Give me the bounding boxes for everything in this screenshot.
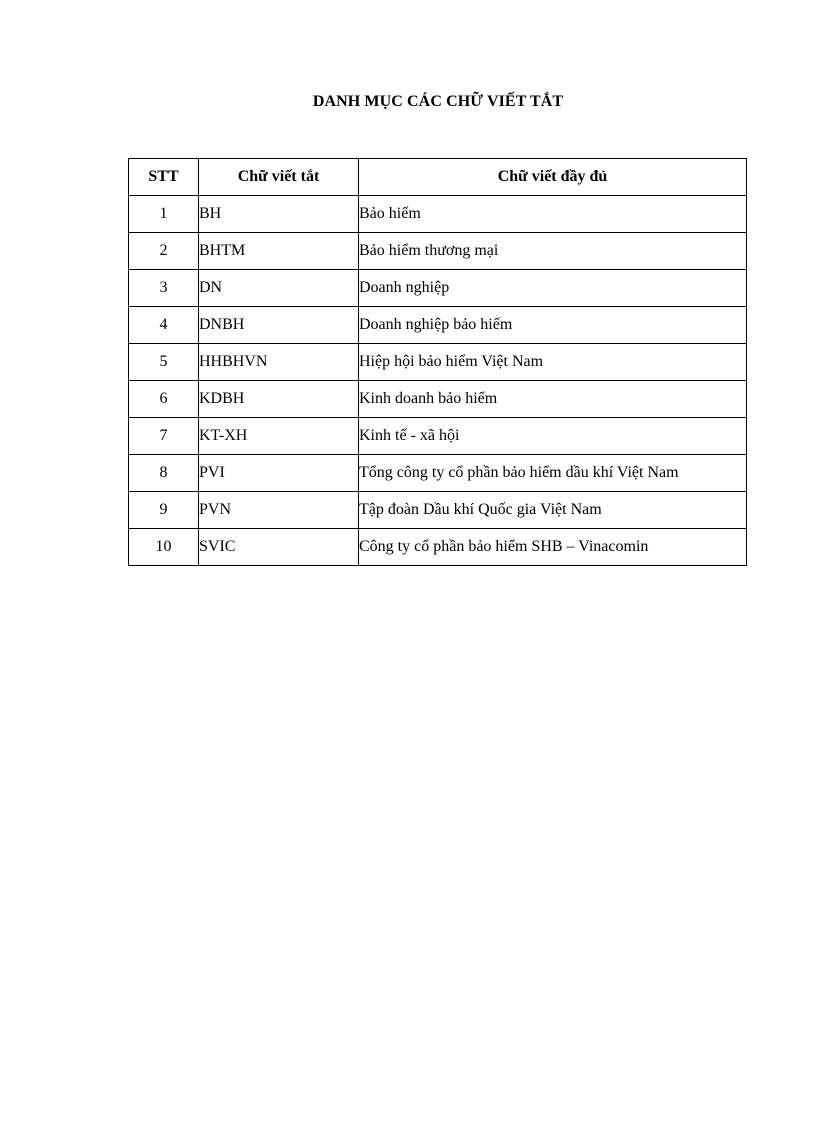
- header-stt: STT: [129, 159, 199, 196]
- table-row: [129, 381, 747, 418]
- row-stt: 4: [129, 307, 199, 344]
- row-stt: 8: [129, 455, 199, 492]
- row-full-form: Bảo hiểm thương mại: [359, 233, 747, 270]
- row-full-form: Tập đoàn Dầu khí Quốc gia Việt Nam: [359, 492, 747, 529]
- row-stt: 7: [129, 418, 199, 455]
- table-header-row: [129, 159, 747, 196]
- row-abbreviation: HHBHVN: [199, 344, 359, 381]
- row-stt: 6: [129, 381, 199, 418]
- row-abbreviation: KDBH: [199, 381, 359, 418]
- row-full-form: Bảo hiểm: [359, 196, 747, 233]
- row-abbreviation: BHTM: [199, 233, 359, 270]
- table-row: [129, 492, 747, 529]
- row-stt: 1: [129, 196, 199, 233]
- row-abbreviation: PVI: [199, 455, 359, 492]
- row-abbreviation: PVN: [199, 492, 359, 529]
- table-row: [129, 270, 747, 307]
- row-stt: 3: [129, 270, 199, 307]
- row-abbreviation: KT-XH: [199, 418, 359, 455]
- row-stt: 9: [129, 492, 199, 529]
- row-full-form: Kinh doanh bảo hiểm: [359, 381, 747, 418]
- row-abbreviation: SVIC: [199, 529, 359, 566]
- table-row: [129, 529, 747, 566]
- header-full-form: Chữ viết đầy đủ: [359, 159, 747, 196]
- table-row: [129, 455, 747, 492]
- row-abbreviation: DNBH: [199, 307, 359, 344]
- header-abbreviation: Chữ viết tắt: [199, 159, 359, 196]
- row-stt: 10: [129, 529, 199, 566]
- row-abbreviation: BH: [199, 196, 359, 233]
- table-row: [129, 418, 747, 455]
- table-row: [129, 196, 747, 233]
- row-abbreviation: DN: [199, 270, 359, 307]
- table-row: [129, 307, 747, 344]
- table-row: [129, 233, 747, 270]
- row-full-form: Doanh nghiệp bảo hiểm: [359, 307, 747, 344]
- row-full-form: Kinh tế - xã hội: [359, 418, 747, 455]
- row-full-form: Hiệp hội bảo hiểm Việt Nam: [359, 344, 747, 381]
- page-title: DANH MỤC CÁC CHỮ VIẾT TẮT: [312, 93, 564, 110]
- table-row: [129, 344, 747, 381]
- row-full-form: Công ty cổ phần bảo hiểm SHB – Vinacomin: [359, 529, 747, 566]
- row-stt: 5: [129, 344, 199, 381]
- row-stt: 2: [129, 233, 199, 270]
- abbreviation-table: [128, 158, 747, 566]
- row-full-form: Tổng công ty cổ phần bảo hiểm dầu khí Việt Nam: [359, 455, 747, 492]
- row-full-form: Doanh nghiệp: [359, 270, 747, 307]
